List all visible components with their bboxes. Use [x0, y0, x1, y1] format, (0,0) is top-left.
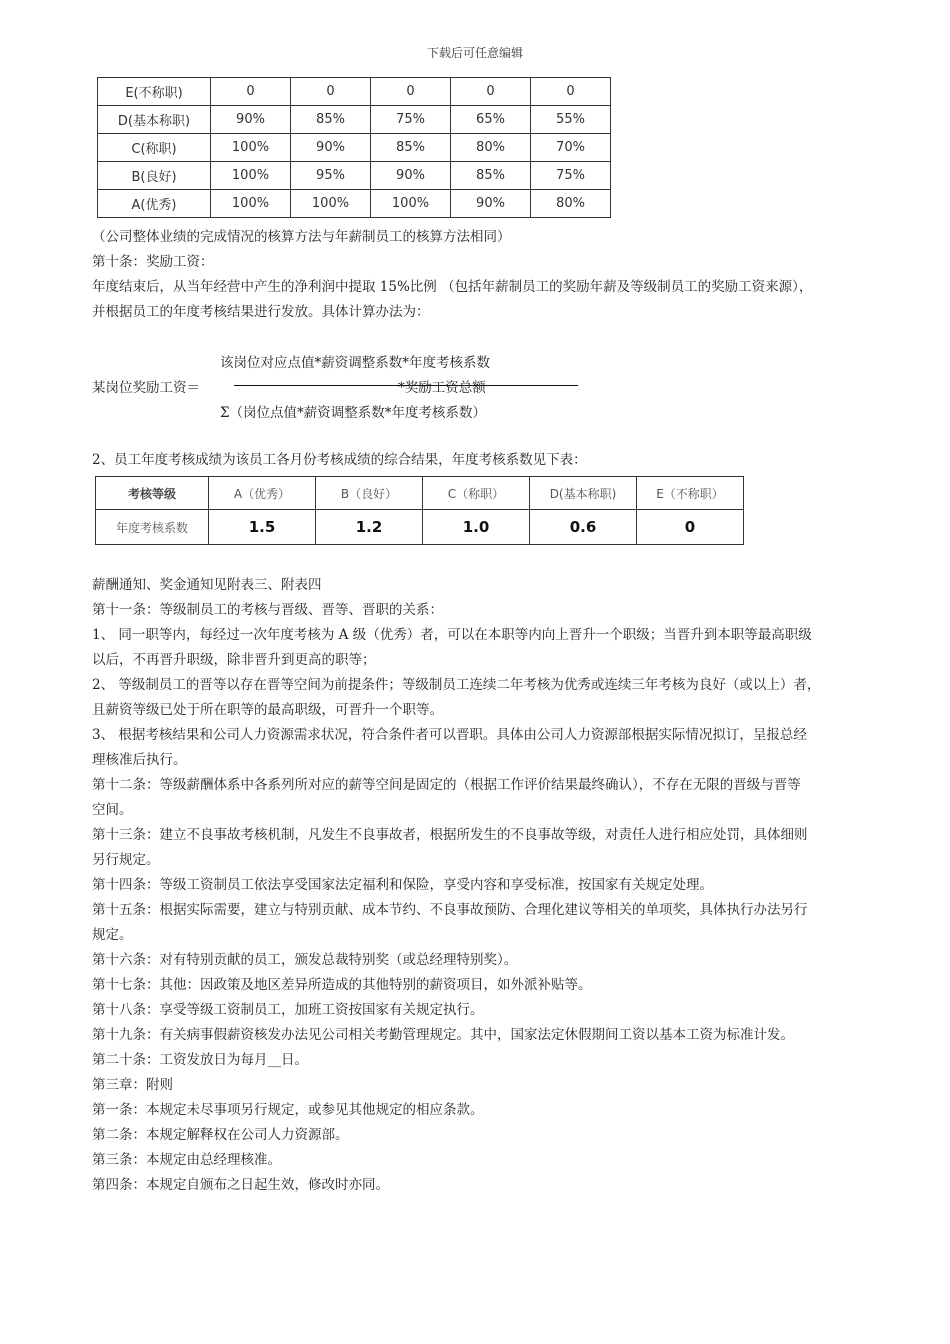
table-cell: 85% — [371, 134, 451, 162]
table-cell: 1.0 — [423, 510, 530, 545]
table-cell: 0 — [211, 78, 291, 106]
table-cell: 90% — [211, 106, 291, 134]
table-cell: 75% — [371, 106, 451, 134]
paragraph: 另行规定。 — [92, 852, 160, 868]
table-header-cell: E（不称职） — [637, 477, 744, 510]
article-heading: 第十条：奖励工资： — [92, 254, 214, 270]
table-cell: 95% — [291, 162, 371, 190]
table-cell: 100% — [211, 162, 291, 190]
paragraph: 第十七条：其他：因政策及地区差异所造成的其他特别的薪资项目，如外派补贴等。 — [92, 977, 592, 993]
table-cell: 0 — [451, 78, 531, 106]
paragraph: （公司整体业绩的完成情况的核算方法与年薪制员工的核算方法相同） — [92, 229, 511, 245]
paragraph: 第十五条：根据实际需要，建立与特别贡献、成本节约、不良事故预防、合理化建议等相关的单项奖，具体执行办法另行 — [92, 902, 808, 918]
table-row — [98, 78, 611, 106]
table-cell: 0.6 — [530, 510, 637, 545]
table-header-cell: 考核等级 — [96, 477, 209, 510]
table-cell: 1.2 — [316, 510, 423, 545]
table-row — [96, 510, 744, 545]
table-cell: 100% — [211, 190, 291, 218]
formula-numerator: 该岗位对应点值*薪资调整系数*年度考核系数 — [220, 355, 490, 371]
paragraph: 以后，不再晋升职级，除非晋升到更高的职等； — [92, 652, 376, 668]
table-header-cell: A（优秀） — [209, 477, 316, 510]
table-cell: 90% — [291, 134, 371, 162]
paragraph: 2、员工年度考核成绩为该员工各月份考核成绩的综合结果，年度考核系数见下表： — [92, 452, 587, 468]
table-cell: 100% — [211, 134, 291, 162]
table-cell: E(不称职) — [98, 78, 211, 106]
table-header-cell: C（称职） — [423, 477, 530, 510]
paragraph: 第十六条：对有特别贡献的员工，颁发总裁特别奖（或总经理特别奖）。 — [92, 952, 518, 968]
paragraph: 理核准后执行。 — [92, 752, 187, 768]
table-cell: 90% — [451, 190, 531, 218]
coefficient-table — [95, 476, 744, 545]
paragraph: 薪酬通知、奖金通知见附表三、附表四 — [92, 577, 322, 593]
table-cell: 75% — [531, 162, 611, 190]
paragraph: 第十三条：建立不良事故考核机制，凡发生不良事故者，根据所发生的不良事故等级，对责任人进行相应处罚，具体细则 — [92, 827, 808, 843]
paragraph: 第十二条：等级薪酬体系中各系列所对应的薪等空间是固定的（根据工作评价结果最终确认），不存在无限的晋级与晋等 — [92, 777, 801, 793]
table-cell: 0 — [371, 78, 451, 106]
table-cell: 85% — [291, 106, 371, 134]
paragraph: 2、 等级制员工的晋等以存在晋等空间为前提条件；等级制员工连续二年考核为优秀或连续三年考核为良好（或以上）者， — [92, 677, 821, 693]
paragraph: 空间。 — [92, 802, 133, 818]
table-cell: 55% — [531, 106, 611, 134]
table-cell: 0 — [291, 78, 371, 106]
table-header-cell: B（良好） — [316, 477, 423, 510]
table-cell: 70% — [531, 134, 611, 162]
paragraph: 规定。 — [92, 927, 133, 943]
paragraph: 第二条：本规定解释权在公司人力资源部。 — [92, 1127, 349, 1143]
ratio-table — [97, 77, 611, 218]
paragraph: 第十九条：有关病事假薪资核发办法见公司相关考勤管理规定。其中，国家法定休假期间工资以基本工资为标准计发。 — [92, 1027, 794, 1043]
paragraph: 第三条：本规定由总经理核准。 — [92, 1152, 281, 1168]
table-cell: D(基本称职) — [98, 106, 211, 134]
table-row — [98, 162, 611, 190]
paragraph: 1、 同一职等内，每经过一次年度考核为 A 级（优秀）者，可以在本职等内向上晋升一个职级；当晋升到本职等最高职级 — [92, 627, 812, 643]
table-cell: 65% — [451, 106, 531, 134]
paragraph: 第一条：本规定未尽事项另行规定，或参见其他规定的相应条款。 — [92, 1102, 484, 1118]
table-cell: 0 — [637, 510, 744, 545]
table-row — [96, 477, 744, 510]
table-cell: 90% — [371, 162, 451, 190]
table-cell: 1.5 — [209, 510, 316, 545]
table-cell: C(称职) — [98, 134, 211, 162]
table-cell: 100% — [371, 190, 451, 218]
paragraph: 并根据员工的年度考核结果进行发放。具体计算办法为： — [92, 304, 430, 320]
table-cell: A(优秀) — [98, 190, 211, 218]
paragraph: 且薪资等级已处于所在职等的最高职级，可晋升一个职等。 — [92, 702, 443, 718]
page-header: 下载后可任意编辑 — [426, 46, 523, 60]
paragraph: 第四条：本规定自颁布之日起生效，修改时亦同。 — [92, 1177, 389, 1193]
table-cell: 80% — [531, 190, 611, 218]
table-cell: 年度考核系数 — [96, 510, 209, 545]
table-cell: 85% — [451, 162, 531, 190]
table-cell: 0 — [531, 78, 611, 106]
table-row — [98, 190, 611, 218]
paragraph: 年度结束后，从当年经营中产生的净利润中提取 15%比例 （包括年薪制员工的奖励年薪及等级制员工的奖励工资来源）， — [92, 279, 813, 295]
formula-multiplier: *奖励工资总额 — [398, 380, 486, 396]
article-heading: 第十一条：等级制员工的考核与晋级、晋等、晋职的关系： — [92, 602, 443, 618]
paragraph: 第十四条：等级工资制员工依法享受国家法定福利和保险，享受内容和享受标准，按国家有关规定处理。 — [92, 877, 713, 893]
paragraph: 3、 根据考核结果和公司人力资源需求状况，符合条件者可以晋职。具体由公司人力资源部根据实际情况拟订，呈报总经 — [92, 727, 807, 743]
table-cell: 80% — [451, 134, 531, 162]
table-header-cell: D(基本称职) — [530, 477, 637, 510]
formula-denominator: Σ（岗位点值*薪资调整系数*年度考核系数） — [220, 405, 487, 421]
paragraph: 第十八条：享受等级工资制员工，加班工资按国家有关规定执行。 — [92, 1002, 484, 1018]
formula-lhs: 某岗位奖励工资＝ — [92, 380, 200, 396]
paragraph: 第二十条：工资发放日为每月__日。 — [92, 1052, 308, 1068]
table-cell: 100% — [291, 190, 371, 218]
table-row — [98, 106, 611, 134]
table-row — [98, 134, 611, 162]
table-cell: B(良好) — [98, 162, 211, 190]
chapter-heading: 第三章：附则 — [92, 1077, 173, 1093]
